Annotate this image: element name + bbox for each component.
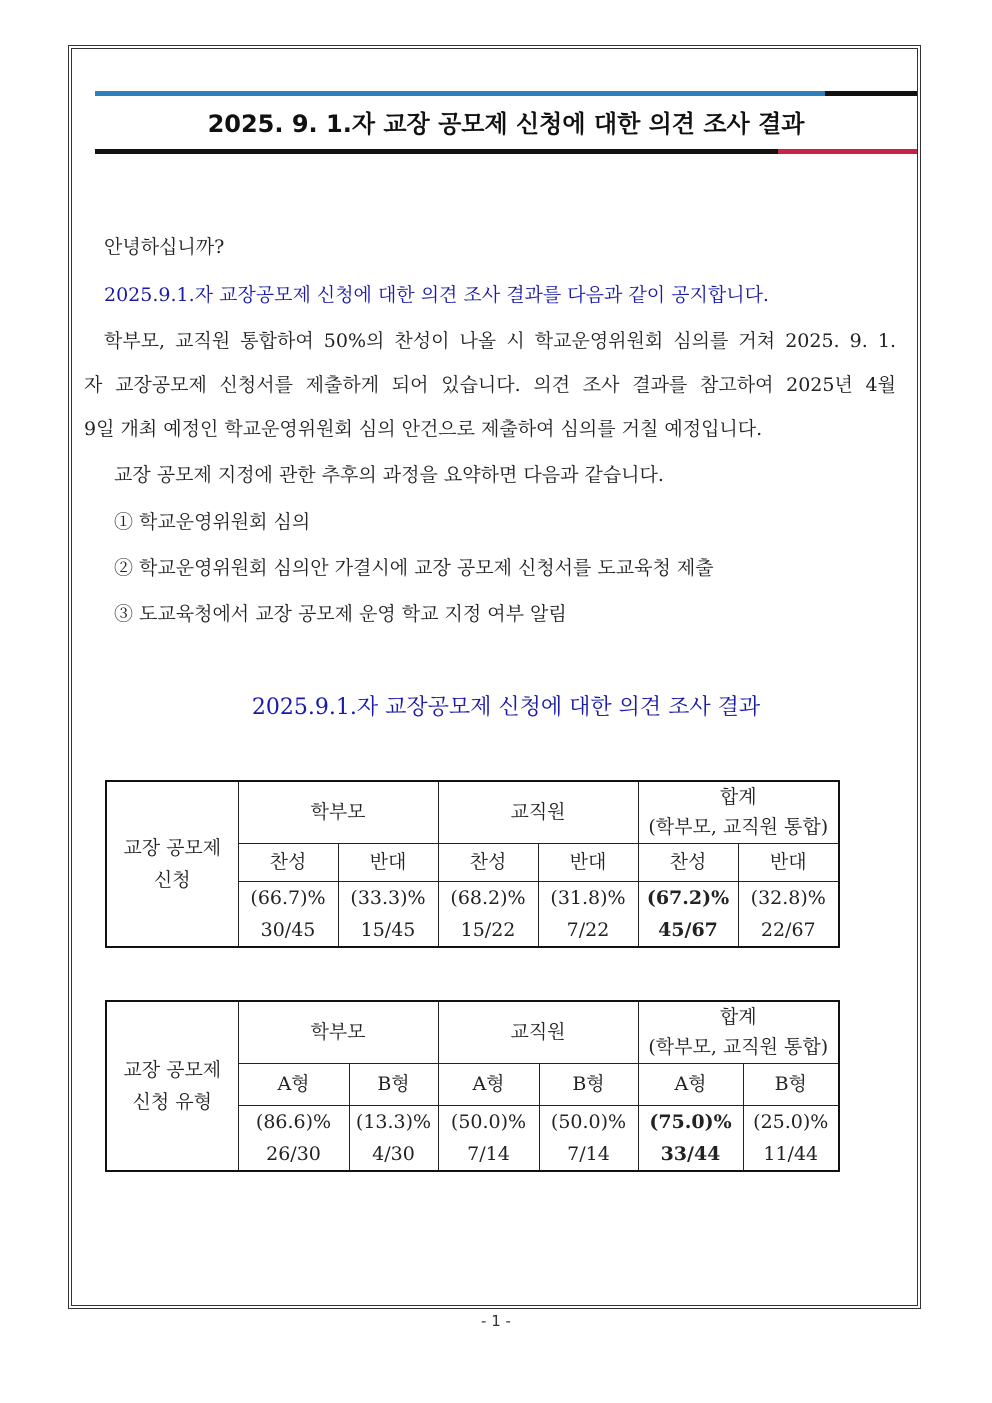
header-total-line-1: 합계 — [719, 1006, 757, 1029]
percent-cell: (13.3)% — [349, 1105, 438, 1138]
step-3: ③ 도교육청에서 교장 공모제 운영 학교 지정 여부 알림 — [114, 603, 567, 625]
count-cell: 7/14 — [539, 1138, 638, 1171]
row-label-line-1: 교장 공모제 — [123, 836, 222, 859]
count-cell: 33/44 — [638, 1138, 743, 1171]
col-header: 반대 — [338, 843, 438, 881]
col-header: A형 — [238, 1063, 349, 1105]
percent-cell: (75.0)% — [638, 1105, 743, 1138]
body-line-2: 자 교장공모제 신청서를 제출하게 되어 있습니다. 의견 조사 결과를 참고하여 2025년 4월 — [84, 374, 896, 396]
count-cell: 11/44 — [743, 1138, 839, 1171]
col-header: A형 — [438, 1063, 539, 1105]
percent-cell: (50.0)% — [539, 1105, 638, 1138]
count-cell: 7/22 — [538, 914, 638, 947]
body-line-1: 학부모, 교직원 통합하여 50%의 찬성이 나올 시 학교운영위원회 심의를 거쳐 2025. 9. 1. — [104, 330, 896, 352]
survey-table-application — [105, 780, 840, 948]
header-total-line-2: (학부모, 교직원 통합) — [648, 816, 829, 839]
section-title: 2025.9.1.자 교장공모제 신청에 대한 의견 조사 결과 — [251, 695, 761, 720]
header-staff: 교직원 — [438, 1001, 638, 1063]
page-number: - 1 - — [481, 1312, 511, 1330]
row-label — [106, 1001, 238, 1171]
col-header: B형 — [743, 1063, 839, 1105]
header-parents: 학부모 — [238, 1001, 438, 1063]
count-cell: 4/30 — [349, 1138, 438, 1171]
percent-cell: (33.3)% — [338, 881, 438, 914]
header-total — [638, 1001, 839, 1063]
percent-cell: (68.2)% — [438, 881, 538, 914]
col-header: 반대 — [738, 843, 839, 881]
count-cell: 15/22 — [438, 914, 538, 947]
row-label-line-1: 교장 공모제 — [123, 1058, 222, 1081]
col-header: 반대 — [538, 843, 638, 881]
count-cell: 22/67 — [738, 914, 839, 947]
percent-cell: (86.6)% — [238, 1105, 349, 1138]
header-total-line-1: 합계 — [719, 786, 757, 809]
col-header: B형 — [539, 1063, 638, 1105]
count-cell: 26/30 — [238, 1138, 349, 1171]
count-cell: 7/14 — [438, 1138, 539, 1171]
col-header: 찬성 — [238, 843, 338, 881]
step-2: ② 학교운영위원회 심의안 가결시에 교장 공모제 신청서를 도교육청 제출 — [114, 557, 714, 579]
percent-cell: (31.8)% — [538, 881, 638, 914]
document-title: 2025. 9. 1.자 교장 공모제 신청에 대한 의견 조사 결과 — [207, 110, 805, 138]
title-rule-top — [95, 91, 917, 96]
col-header: 찬성 — [638, 843, 738, 881]
step-1: ① 학교운영위원회 심의 — [114, 511, 311, 533]
header-total — [638, 781, 839, 843]
row-label-line-2: 신청 유형 — [132, 1090, 212, 1113]
header-staff: 교직원 — [438, 781, 638, 843]
percent-cell: (25.0)% — [743, 1105, 839, 1138]
count-cell: 15/45 — [338, 914, 438, 947]
row-label — [106, 781, 238, 947]
col-header: A형 — [638, 1063, 743, 1105]
col-header: B형 — [349, 1063, 438, 1105]
percent-cell: (50.0)% — [438, 1105, 539, 1138]
percent-cell: (66.7)% — [238, 881, 338, 914]
process-intro: 교장 공모제 지정에 관한 추후의 과정을 요약하면 다음과 같습니다. — [114, 464, 664, 486]
title-rule-bottom — [95, 149, 917, 154]
survey-table-type — [105, 1000, 840, 1172]
header-total-line-2: (학부모, 교직원 통합) — [648, 1036, 829, 1059]
greeting: 안녕하십니까? — [104, 236, 225, 258]
body-line-3: 9일 개최 예정인 학교운영위원회 심의 안건으로 제출하여 심의를 거칠 예정입니다. — [84, 418, 763, 440]
count-cell: 30/45 — [238, 914, 338, 947]
announcement: 2025.9.1.자 교장공모제 신청에 대한 의견 조사 결과를 다음과 같이 공지합니다. — [104, 284, 769, 306]
percent-cell: (67.2)% — [638, 881, 738, 914]
col-header: 찬성 — [438, 843, 538, 881]
count-cell: 45/67 — [638, 914, 738, 947]
header-parents: 학부모 — [238, 781, 438, 843]
percent-cell: (32.8)% — [738, 881, 839, 914]
row-label-line-2: 신청 — [153, 868, 191, 891]
